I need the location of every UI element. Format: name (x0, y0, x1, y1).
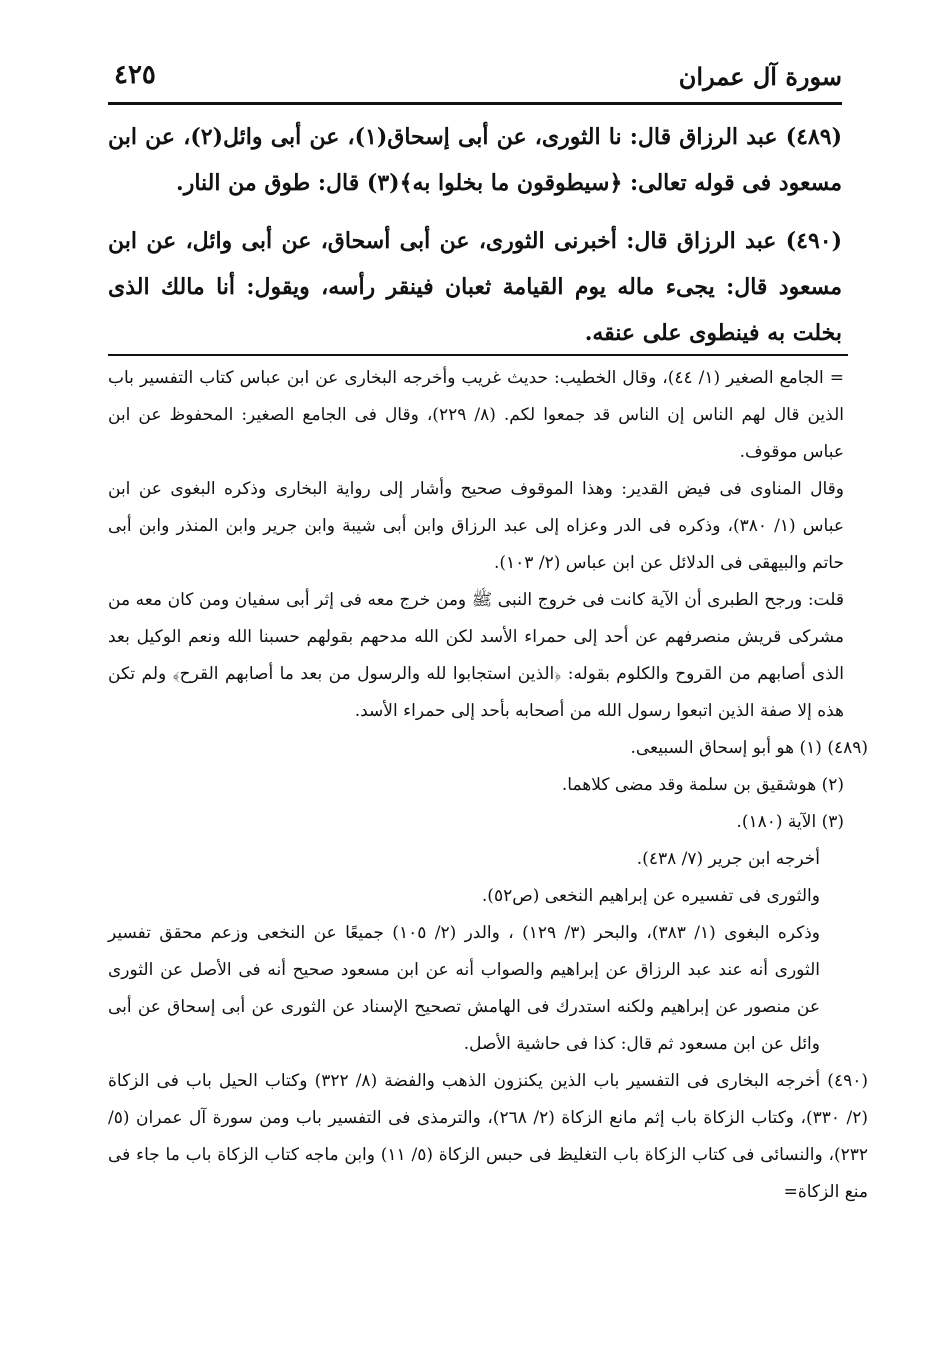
footnote-489-1: (٤٨٩) (١) هو أبو إسحاق السبيعى. (630, 738, 868, 758)
surah-title: سورة آل عمران (678, 62, 842, 91)
footnote-489-takhrij-2: والثورى فى تفسيره عن إبراهيم النخعى (ص٥٢). (481, 886, 820, 906)
footnotes (108, 360, 868, 1211)
footnote-490: (٤٩٠) أخرجه البخارى فى التفسير باب الذين يكنزون الذهب والفضة (٨/ ٣٢٢) وكتاب الحيل باب فى الزكاة (٢/ ٣٣٠)، وكتاب الزكاة باب إثم مانع الزكاة (٢/ ٢٦٨)، والترمذى فى التفسير باب ومن سورة آل عمران (٥/ ٢٣٢)، والنسائى فى كتاب الزكاة باب التغليظ فى حبس الزكاة (٥/ ١١) وابن ماجه كتاب الزكاة باب ما جاء فى منع الزكاة= (108, 1071, 868, 1202)
page-number: ٤٢٥ (114, 60, 156, 90)
footnote-continued-1: = الجامع الصغير (١/ ٤٤)، وقال الخطيب: حديث غريب وأخرجه البخارى عن ابن عباس كتاب التفسير باب الذين قال لهم الناس إن الناس قد جمعوا لكم. (٨/ ٢٢٩)، وقال فى الجامع الصغير: المحفوظ عن ابن عباس موقوف. (108, 368, 844, 462)
hadith-489: (٤٨٩) عبد الرزاق قال: نا الثورى، عن أبى إسحاق(١)، عن أبى وائل(٢)، عن ابن مسعود فى قوله تعالى: ﴿سيطوقون ما بخلوا به﴾(٣) قال: طوق من النار. (108, 124, 843, 196)
footnote-489-takhrij-1: أخرجه ابن جرير (٧/ ٤٣٨). (636, 849, 820, 869)
footnote-489-3: (٣) الآية (١٨٠). (736, 812, 844, 832)
footnote-489-2: (٢) هوشقيق بن سلمة وقد مضى كلاهما. (561, 775, 844, 795)
footnote-divider (108, 354, 848, 356)
main-text (108, 114, 842, 368)
footnote-continued-3: قلت: ورجح الطبرى أن الآية كانت فى خروج النبى ﷺ ومن خرج معه فى إثر أبى سفيان ومن كان معه من مشركى قريش منصرفهم عن أحد إلى حمراء الأسد لكن الله مدحهم بقولهم حسبنا الله ونعم الوكيل بعد الذى أصابهم من القروح والكلوم بقوله: ﴿الذين استجابوا لله والرسول من بعد ما أصابهم القرح﴾ ولم تكن هذه إلا صفة الذين اتبعوا رسول الله من أصحابه بأحد إلى حمراء الأسد. (108, 590, 844, 721)
hadith-490: (٤٩٠) عبد الرزاق قال: أخبرنى الثورى، عن أبى أسحاق، عن أبى وائل، عن ابن مسعود قال: يجىء ماله يوم القيامة ثعبان فينقر رأسه، ويقول: أنا مالك الذى بخلت به فينطوى على عنقه. (108, 228, 842, 346)
footnote-489-takhrij-3: وذكره البغوى (١/ ٣٨٣)، والبحر (٣/ ١٢٩) ، والدر (٢/ ١٠٥) جميعًا عن النخعى وزعم محقق تفسير الثورى أنه عند عبد الرزاق عن إبراهيم والصواب أنه عن ابن مسعود صحيح أنه فى الأصل عن الثورى عن منصور عن إبراهيم ولكنه استدرك فى الهامش تصحيح الإسناد عن الثورى عن أبى إسحاق عن أبى وائل عن ابن مسعود ثم قال: كذا فى حاشية الأصل. (108, 923, 821, 1054)
footnote-continued-2: وقال المناوى فى فيض القدير: وهذا الموقوف صحيح وأشار إلى رواية البخارى وذكره البغوى عن ابن عباس (١/ ٣٨٠)، وذكره فى الدر وعزاه إلى عبد الرزاق وابن أبى شيبة وابن جرير وابن المنذر وابن أبى حاتم والبيهقى فى الدلائل عن ابن عباس (٢/ ١٠٣). (108, 479, 844, 573)
page-header (108, 58, 842, 105)
